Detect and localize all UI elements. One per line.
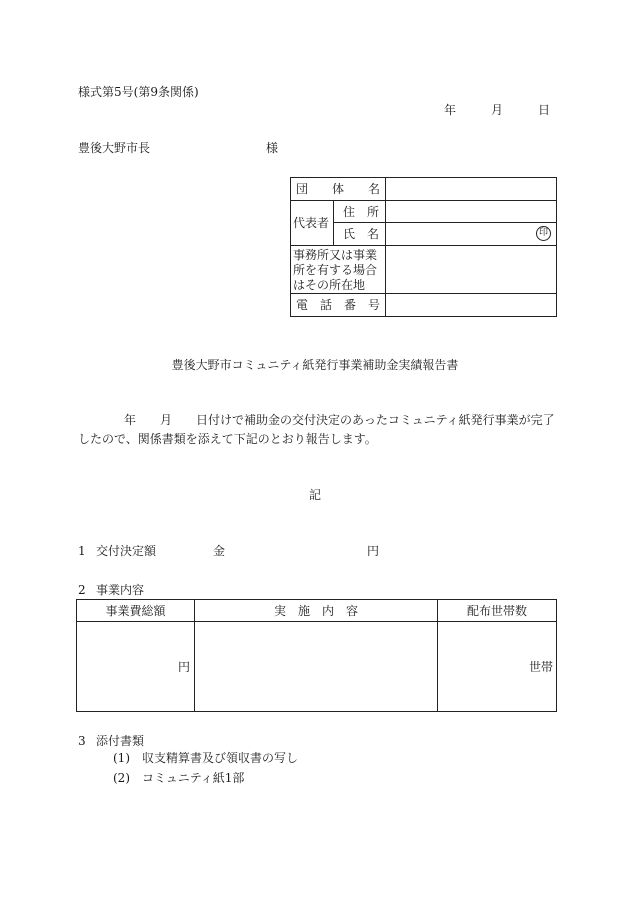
org-name-value-cell — [386, 178, 557, 201]
applicant-table — [290, 177, 557, 317]
phone-label: 電 話 番 号 — [291, 294, 386, 317]
header-households: 配布世帯数 — [438, 600, 557, 622]
section-3-label: 添付書類 — [96, 734, 145, 748]
representative-label: 代表者 — [291, 201, 334, 246]
phone-value-cell — [386, 294, 557, 317]
project-table — [76, 599, 557, 712]
section-1-unit: 円 — [367, 544, 380, 558]
content-cell — [195, 622, 438, 712]
org-name-label: 団 体 名 — [291, 178, 386, 201]
attachment-1-number: (1) — [113, 751, 130, 765]
office-label: 事務所又は事業所を有する場合はその所在地 — [293, 248, 378, 292]
form-number: 様式第5号(第9条関係) — [78, 85, 199, 99]
section-1-label: 交付決定額 — [96, 544, 157, 558]
office-value-cell — [386, 246, 557, 294]
address-label: 住 所 — [334, 201, 386, 223]
body-line2: したので、関係書類を添えて下記のとおり報告します。 — [78, 432, 377, 446]
addressee-honorific: 様 — [266, 141, 279, 155]
section-1-number: 1 — [78, 544, 86, 558]
date-year: 年 — [444, 103, 457, 117]
header-total-cost: 事業費総額 — [77, 600, 195, 622]
attachment-1-text: 収支精算書及び領収書の写し — [142, 751, 299, 765]
section-3-number: 3 — [78, 734, 86, 748]
households-cell: 世帯 — [438, 622, 557, 712]
name-value-cell — [386, 223, 557, 246]
body-month: 月 — [160, 413, 173, 427]
address-row — [291, 201, 557, 223]
project-table-header — [77, 600, 557, 622]
document-title: 豊後大野市コミュニティ紙発行事業補助金実績報告書 — [171, 358, 459, 372]
attachment-2-text: コミュニティ紙1部 — [142, 771, 245, 785]
ki-heading: 記 — [309, 488, 322, 502]
name-label: 氏 名 — [334, 223, 386, 246]
seal-mark: 印 — [536, 226, 551, 241]
attachment-2-number: (2) — [113, 771, 130, 785]
office-label-cell — [291, 246, 386, 294]
project-table-row — [77, 622, 557, 712]
date-month: 月 — [491, 103, 504, 117]
body-year: 年 — [124, 413, 137, 427]
section-1-prefix: 金 — [213, 544, 226, 558]
body-line1: 日付けで補助金の交付決定のあったコミュニティ紙発行事業が完了 — [196, 413, 555, 427]
date-day: 日 — [538, 103, 551, 117]
addressee-name: 豊後大野市長 — [78, 141, 151, 155]
total-cost-cell: 円 — [77, 622, 195, 712]
section-2-label: 事業内容 — [96, 583, 145, 597]
phone-row — [291, 294, 557, 317]
section-2-number: 2 — [78, 583, 86, 597]
org-name-row — [291, 178, 557, 201]
header-content: 実 施 内 容 — [195, 600, 438, 622]
office-row — [291, 246, 557, 294]
address-value-cell — [386, 201, 557, 223]
